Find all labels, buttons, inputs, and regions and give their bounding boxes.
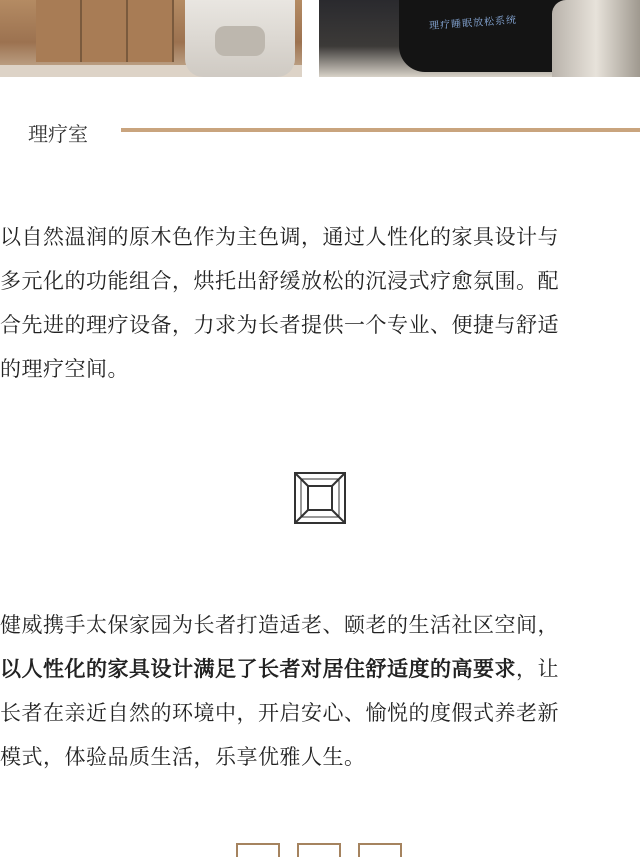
therapy-device-photo-right [319,0,640,77]
decorative-box [297,843,341,857]
massage-chair [185,0,295,77]
paragraph-line: 模式，体验品质生活，乐享优雅人生。 [0,745,366,769]
therapy-device [552,0,640,77]
paragraph-line: 长者在亲近自然的环境中，开启安心、愉悦的度假式养老新 [0,701,559,725]
decorative-box [358,843,402,857]
screen-text: 理疗睡眠放松系统 [428,14,518,33]
paragraph-line: 多元化的功能组合，烘托出舒缓放松的沉浸式疗愈氛围。配 [0,269,559,293]
paragraph-summary [0,603,640,779]
section-title: 理疗室 [28,122,88,146]
decorative-boxes [0,843,640,853]
section-rule [121,128,640,132]
therapy-room-photo-left [0,0,302,77]
paragraph-text: ，让 [516,657,559,681]
wall-panel [36,0,82,62]
paragraph-line: 的理疗空间。 [0,357,129,381]
square-frame-icon [293,471,347,525]
wall-panel [82,0,128,62]
paragraph-intro [0,215,640,391]
decorative-box [236,843,280,857]
emphasis-text: 以人性化的家具设计满足了长者对居住舒适度的高要求 [0,657,516,681]
photo-strip [0,0,640,77]
paragraph-line: 以自然温润的原木色作为主色调，通过人性化的家具设计与 [0,225,559,249]
paragraph-line: 健威携手太保家园为长者打造适老、颐老的生活社区空间， [0,613,559,637]
paragraph-line: 合先进的理疗设备，力求为长者提供一个专业、便捷与舒适 [0,313,559,337]
paragraph-line [0,647,640,691]
wall-panel [128,0,174,62]
